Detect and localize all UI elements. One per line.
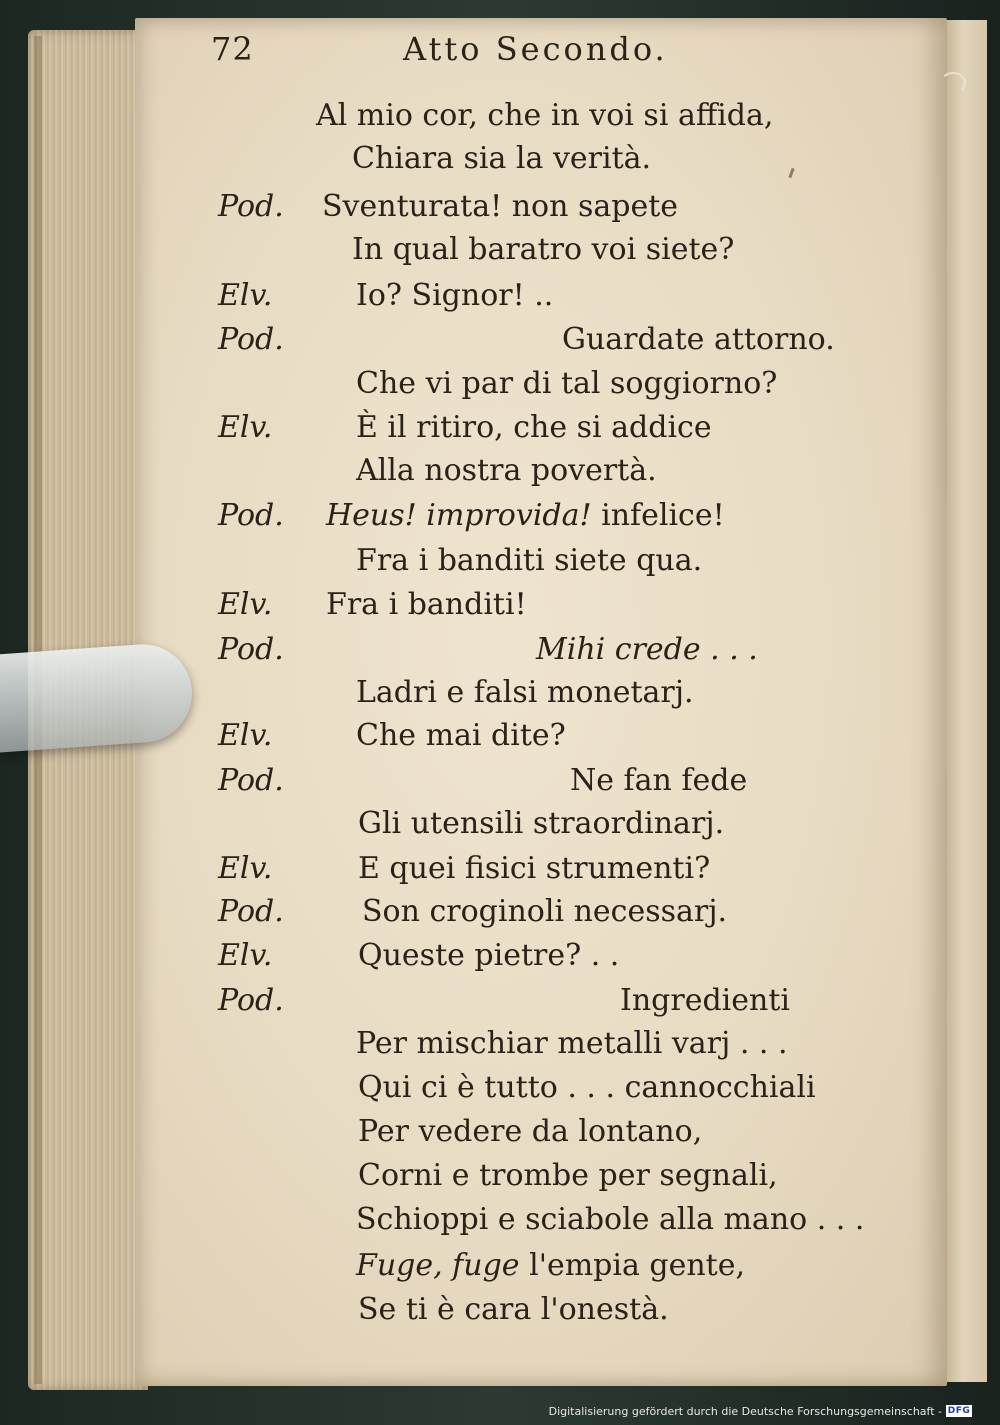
verse-text: Gli utensili straordinarj. — [358, 806, 725, 841]
binding-thread — [940, 72, 966, 94]
verse-line — [358, 1114, 702, 1158]
verse-text: Che vi par di tal soggiorno? — [356, 366, 778, 401]
verse-text-italic: Fuge, fuge — [356, 1248, 520, 1283]
verse-line — [356, 718, 566, 762]
verse-text: Ne fan fede — [570, 763, 748, 798]
speaker-label: Pod. — [218, 632, 284, 667]
digitization-credit — [549, 1404, 972, 1418]
speaker-label: Pod. — [218, 498, 284, 533]
speaker-label: Pod. — [218, 322, 284, 357]
verse-line — [356, 543, 702, 587]
verse-line — [356, 675, 694, 719]
verse-line — [356, 278, 553, 322]
speaker-label: Pod. — [218, 763, 284, 798]
verse-line — [352, 141, 651, 185]
verse-text: Per vedere da lontano, — [358, 1114, 703, 1149]
dfg-logo: DFG — [947, 1406, 971, 1416]
verse-text: Corni e trombe per segnali, — [358, 1158, 778, 1193]
speaker-label: Elv. — [218, 938, 273, 973]
verse-line — [620, 983, 790, 1027]
verse-line — [356, 453, 657, 497]
speaker-label: Elv. — [218, 278, 273, 313]
verse-line — [316, 98, 773, 142]
verse-text: infelice! — [591, 498, 725, 533]
verse-text: Fra i banditi! — [326, 587, 527, 622]
verse-line — [326, 587, 527, 631]
verse-text: Se ti è cara l'onestà. — [358, 1292, 669, 1327]
verse-text: l'empia gente, — [519, 1248, 745, 1283]
verse-text: Ingredienti — [620, 983, 790, 1018]
verse-text: Guardate attorno. — [562, 322, 835, 357]
verse-line — [570, 763, 747, 807]
running-head — [211, 30, 751, 72]
verse-text: Ladri e falsi monetarj. — [356, 675, 694, 710]
verse-line — [358, 1292, 669, 1336]
speaker-label: Elv. — [218, 410, 273, 445]
verse-line — [356, 410, 712, 454]
verse-line — [358, 938, 619, 982]
verse-line — [562, 322, 835, 366]
verse-text: Queste pietre? . . — [358, 938, 620, 973]
speaker-label: Pod. — [218, 983, 284, 1018]
credit-text: Digitalisierung gefördert durch die Deutsche Forschungsgemeinschaft - — [548, 1404, 942, 1418]
verse-text: Io? Signor! .. — [356, 278, 554, 313]
verse-text: In qual baratro voi siete? — [352, 232, 735, 267]
verse-line — [536, 632, 758, 676]
speaker-label: Elv. — [218, 587, 273, 622]
verse-text: Alla nostra povertà. — [356, 453, 657, 488]
next-page-edge — [945, 20, 987, 1382]
verse-line — [358, 851, 710, 895]
verse-text-italic: Heus! improvida! — [326, 498, 592, 533]
verse-text: Chiara sia la verità. — [352, 141, 652, 176]
page-number: 72 — [211, 30, 254, 68]
verse-line — [362, 894, 727, 938]
verse-text: Fra i banditi siete qua. — [356, 543, 703, 578]
running-title: Atto Secondo. — [403, 30, 668, 68]
verse-text: Sventurata! non sapete — [322, 189, 679, 224]
page-clip — [0, 641, 195, 753]
verse-line — [356, 1248, 745, 1292]
speaker-label: Pod. — [218, 189, 284, 224]
verse-line — [352, 232, 734, 276]
verse-line — [356, 1026, 788, 1070]
verse-line — [358, 1070, 816, 1114]
speaker-label: Elv. — [218, 851, 273, 886]
verse-text: Son croginoli necessarj. — [362, 894, 728, 929]
verse-line — [322, 189, 678, 233]
verse-text: Che mai dite? — [356, 718, 566, 753]
verse-text: Per mischiar metalli varj . . . — [356, 1026, 788, 1061]
verse-line — [356, 1202, 864, 1246]
verse-text: Al mio cor, che in voi si affida, — [316, 98, 774, 133]
verse-text-italic: Mihi crede . . . — [536, 632, 758, 667]
verse-line — [326, 498, 725, 542]
verse-text: È il ritiro, che si addice — [356, 410, 712, 445]
verse-text: E quei fisici strumenti? — [358, 851, 711, 886]
speaker-label: Elv. — [218, 718, 273, 753]
verse-line — [356, 366, 777, 410]
verse-line — [358, 806, 724, 850]
verse-line — [358, 1158, 778, 1202]
speaker-label: Pod. — [218, 894, 284, 929]
verse-text: Schioppi e sciabole alla mano . . . — [356, 1202, 865, 1237]
verse-text: Qui ci è tutto . . . cannocchiali — [358, 1070, 816, 1105]
